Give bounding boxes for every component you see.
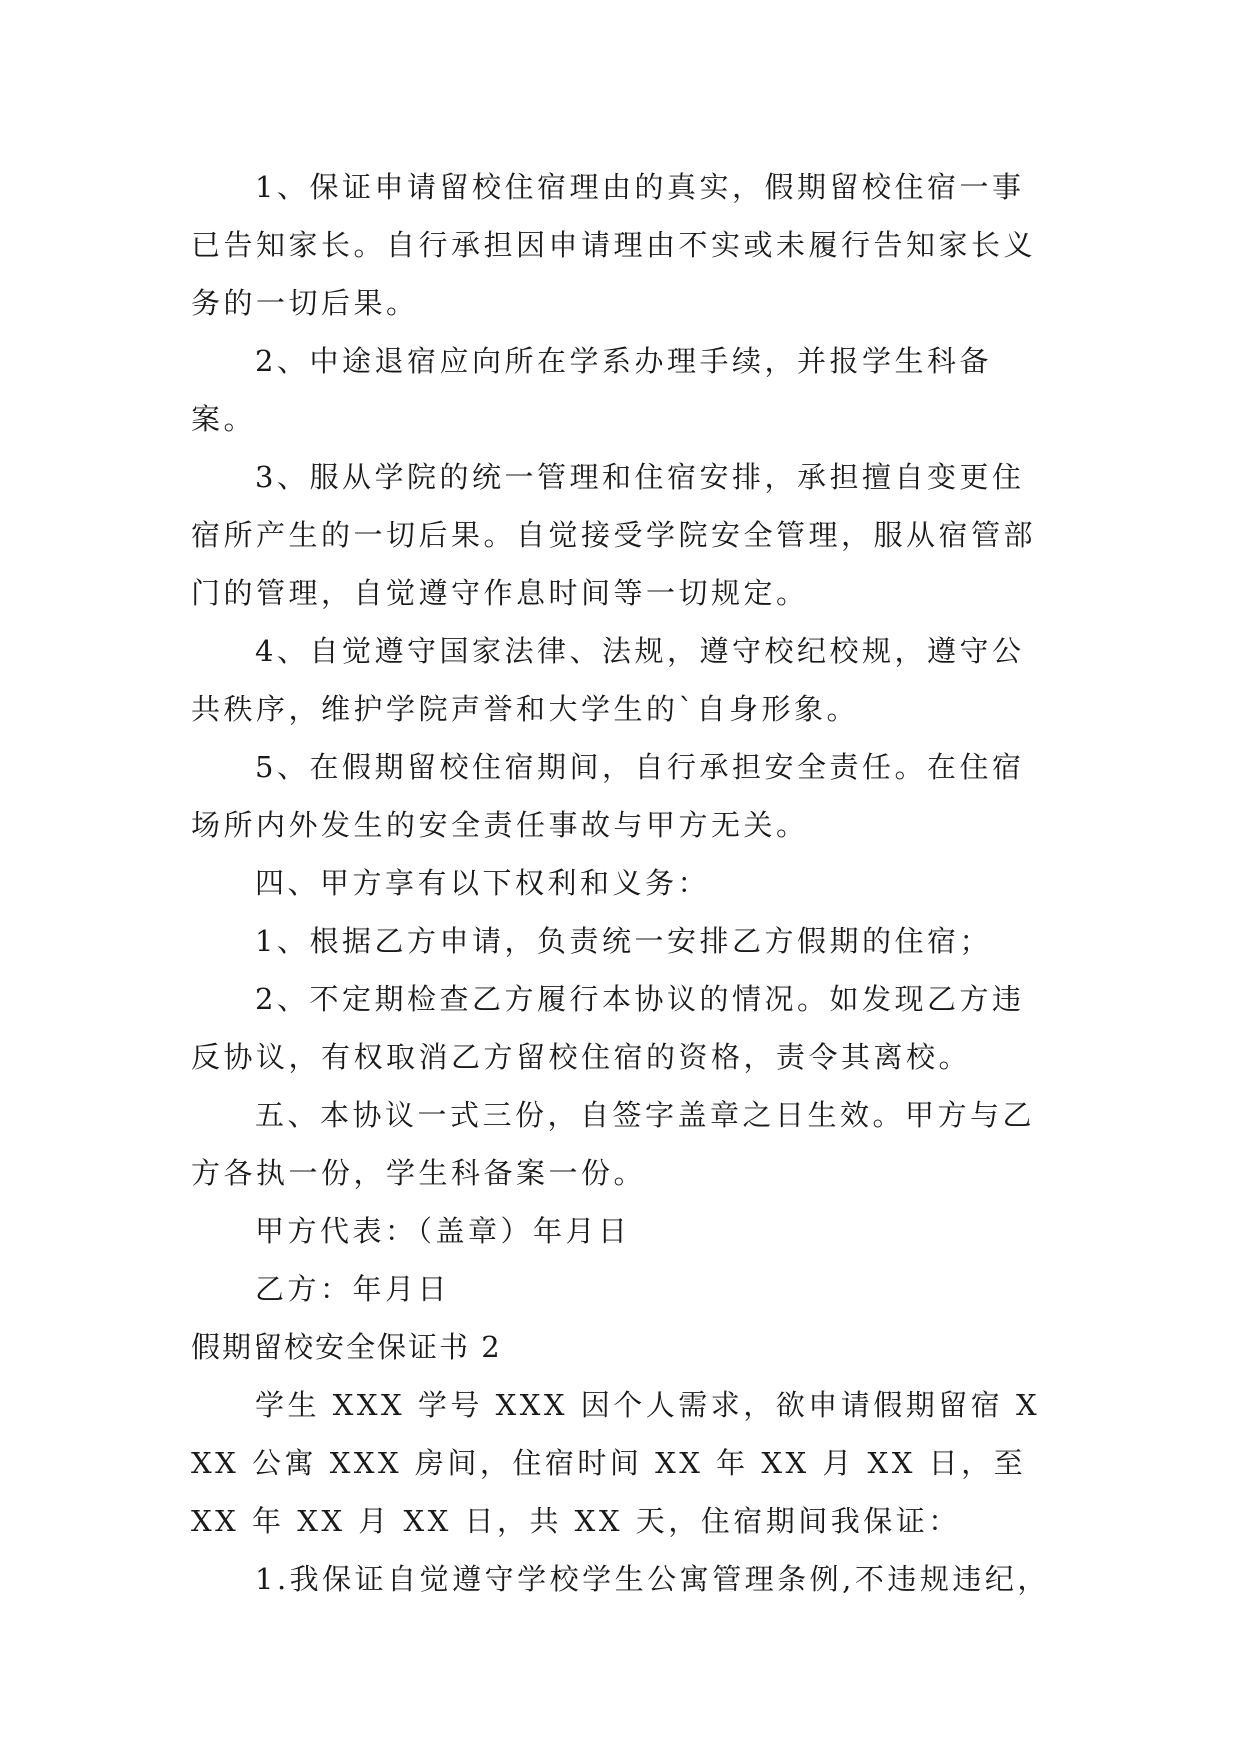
paragraph: 3、服从学院的统一管理和住宿安排，承担擅自变更住宿所产生的一切后果。自觉接受学院安全管理，服从宿管部门的管理，自觉遵守作息时间等一切规定。 xyxy=(191,460,1037,610)
paragraph: 学生 XXX 学号 XXX 因个人需求，欲申请假期留宿 XXX 公寓 XXX 房间，住宿时间 XX 年 XX 月 XX 日，至 XX 年 XX 月 XX 日，共 XX 天，住宿期间我保证： xyxy=(191,1388,1041,1538)
paragraph: 1、根据乙方申请，负责统一安排乙方假期的住宿； xyxy=(255,924,992,958)
paragraph: 2、中途退宿应向所在学系办理手续，并报学生科备案。 xyxy=(191,344,992,436)
paragraph: 五、本协议一式三份，自签字盖章之日生效。甲方与乙方各执一份，学生科备案一份。 xyxy=(191,1098,1036,1190)
signature-line-party-a: 甲方代表：（盖章）年月日 xyxy=(255,1214,631,1248)
paragraph: 4、自觉遵守国家法律、法规，遵守校纪校规，遵守公共秩序，维护学院声誉和大学生的`自身形象。 xyxy=(191,634,1025,726)
paragraph: 2、不定期检查乙方履行本协议的情况。如发现乙方违反协议，有权取消乙方留校住宿的资格，责令其离校。 xyxy=(191,982,1025,1074)
paragraph: 1、保证申请留校住宿理由的真实，假期留校住宿一事已告知家长。自行承担因申请理由不实或未履行告知家长义务的一切后果。 xyxy=(191,170,1037,320)
section-title: 假期留校安全保证书 2 xyxy=(191,1330,502,1364)
paragraph: 四、甲方享有以下权利和义务： xyxy=(255,866,711,900)
paragraph: 1.我保证自觉遵守学校学生公寓管理条例,不违规违纪， xyxy=(255,1562,1050,1596)
document-body xyxy=(191,158,1051,1608)
signature-line-party-b: 乙方：年月日 xyxy=(255,1272,451,1306)
paragraph: 5、在假期留校住宿期间，自行承担安全责任。在住宿场所内外发生的安全责任事故与甲方无关。 xyxy=(191,750,1025,842)
